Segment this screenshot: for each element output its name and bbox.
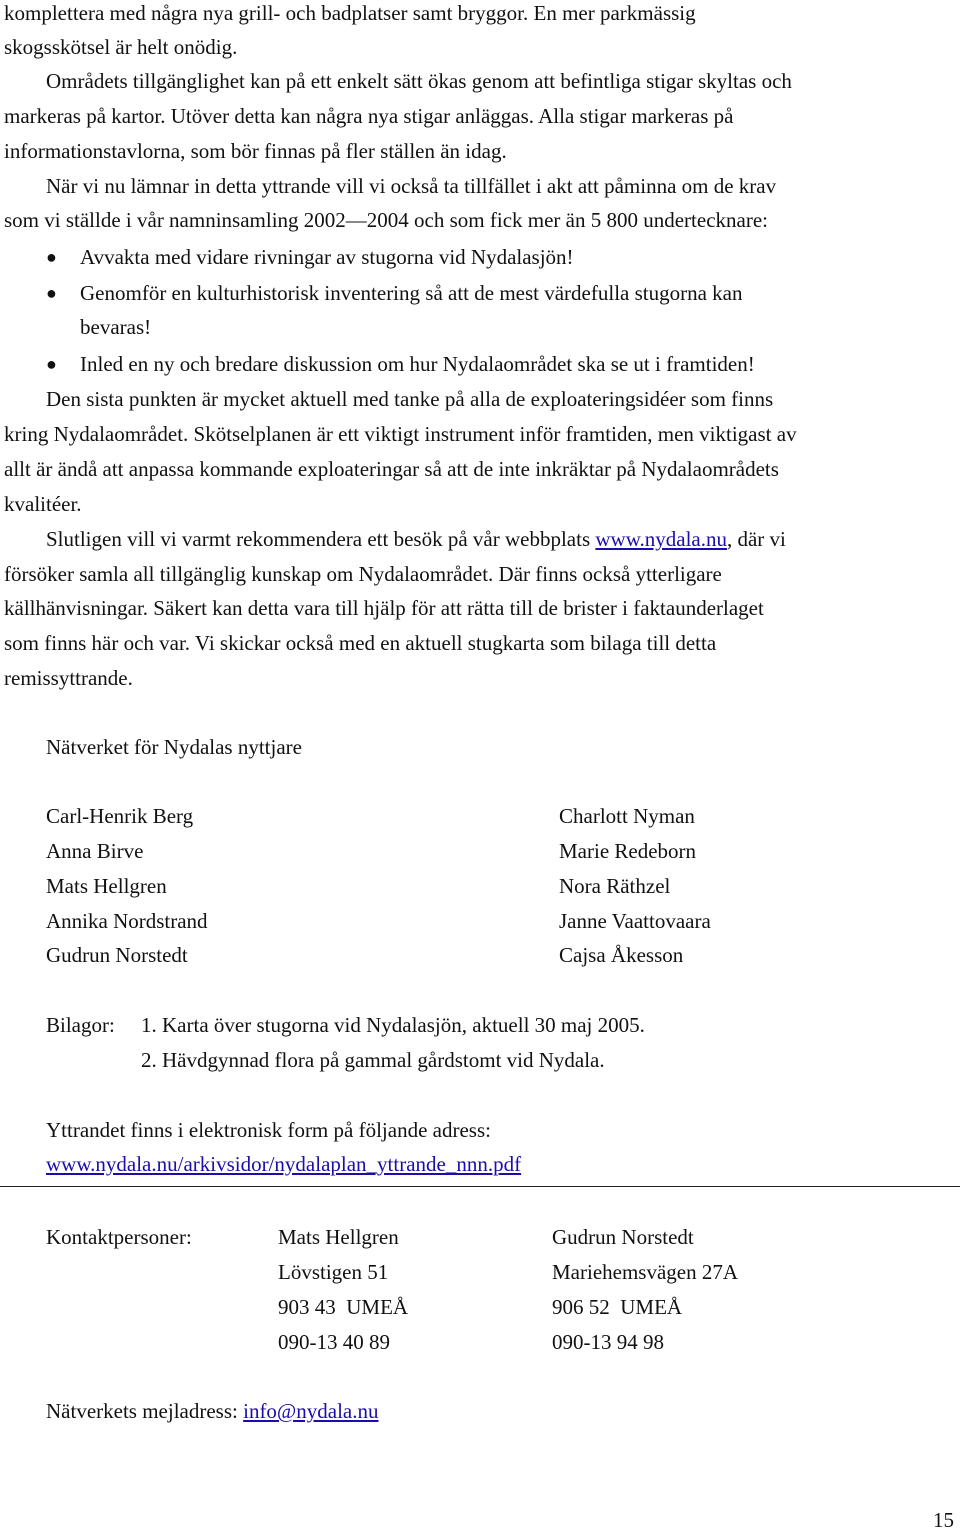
paragraph-line: Områdets tillgänglighet kan på ett enkelt sätt ökas genom att befintliga stigar skyltas och	[46, 69, 792, 93]
paragraph-line: När vi nu lämnar in detta yttrande vill vi också ta tillfället i akt att påminna om de krav	[46, 174, 777, 198]
contact-street: Lövstigen 51	[278, 1260, 389, 1284]
signatory-name: Gudrun Norstedt	[46, 943, 188, 967]
pdf-url[interactable]: www.nydala.nu/arkivsidor/nydalaplan_yttrande_nnn.pdf	[46, 1152, 522, 1176]
attachments-label: Bilagor:	[46, 1013, 115, 1037]
contacts-label: Kontaktpersoner:	[46, 1225, 192, 1249]
paragraph-line: markeras på kartor. Utöver detta kan några nya stigar anläggas. Alla stigar markeras på	[4, 104, 734, 128]
list-item-text: Avvakta med vidare rivningar av stugorna vid Nydalasjön!	[80, 245, 574, 269]
signatory-name: Carl-Henrik Berg	[46, 804, 194, 828]
signatory-name: Cajsa Åkesson	[559, 943, 684, 967]
list-item-continuation: bevaras!	[80, 315, 152, 339]
signatory-name: Mats Hellgren	[46, 874, 167, 898]
paragraph-line: som finns här och var. Vi skickar också med en aktuell stugkarta som bilaga till detta	[4, 631, 717, 655]
email-label: Nätverkets mejladress:	[46, 1399, 244, 1423]
email-link[interactable]: info@nydala.nu	[243, 1399, 379, 1423]
contact-street: Mariehemsvägen 27A	[552, 1260, 739, 1284]
horizontal-divider	[0, 1186, 960, 1187]
paragraph-text: Slutligen vill vi varmt rekommendera ett besök på vår webbplats	[46, 527, 596, 551]
paragraph-line: som vi ställde i vår namninsamling 2002—2004 och som fick mer än 5 800 undertecknare:	[4, 208, 768, 232]
website-link[interactable]: www.nydala.nu	[595, 527, 727, 551]
paragraph-text: , där vi	[726, 527, 786, 551]
attachment-item: 1. Karta över stugorna vid Nydalasjön, aktuell 30 maj 2005.	[141, 1013, 645, 1037]
paragraph-line: försöker samla all tillgänglig kunskap om Nydalaområdet. Där finns också ytterligare	[4, 562, 722, 586]
paragraph-line: komplettera med några nya grill- och badplatser samt bryggor. En mer parkmässig	[4, 1, 696, 25]
paragraph-line: Den sista punkten är mycket aktuell med tanke på alla de exploateringsidéer som finns	[46, 387, 774, 411]
bullet-icon: ●	[46, 247, 57, 267]
contact-name: Mats Hellgren	[278, 1225, 399, 1249]
signatory-name: Janne Vaattovaara	[559, 909, 711, 933]
paragraph-line: kring Nydalaområdet. Skötselplanen är ett viktigt instrument inför framtiden, men viktigast av	[4, 422, 797, 446]
contact-name: Gudrun Norstedt	[552, 1225, 694, 1249]
paragraph-line: informationstavlorna, som bör finnas på fler ställen än idag.	[4, 139, 507, 163]
page-number: 15	[933, 1508, 954, 1532]
signatory-name: Nora Räthzel	[559, 874, 671, 898]
paragraph-line: kvalitéer.	[4, 492, 82, 516]
list-item-text: Genomför en kulturhistorisk inventering så att de mest värdefulla stugorna kan	[80, 281, 743, 305]
paragraph-line: allt är ändå att anpassa kommande exploateringar så att de inte inkräktar på Nydalaområdets	[4, 457, 779, 481]
signatory-name: Charlott Nyman	[559, 804, 695, 828]
bullet-icon: ●	[46, 354, 57, 374]
signatory-name: Annika Nordstrand	[46, 909, 208, 933]
contact-phone: 090-13 40 89	[278, 1330, 390, 1354]
list-item-text: Inled en ny och bredare diskussion om hur Nydalaområdet ska se ut i framtiden!	[80, 352, 755, 376]
bullet-icon: ●	[46, 283, 57, 303]
electronic-form-text: Yttrandet finns i elektronisk form på följande adress:	[46, 1118, 491, 1142]
contact-phone: 090-13 94 98	[552, 1330, 664, 1354]
paragraph-line: skogsskötsel är helt onödig.	[4, 35, 238, 59]
paragraph-line: remissyttrande.	[4, 666, 133, 690]
paragraph-line	[46, 526, 786, 552]
paragraph-line: källhänvisningar. Säkert kan detta vara till hjälp för att rätta till de brister i faktaunderlaget	[4, 596, 764, 620]
organisation-name: Nätverket för Nydalas nyttjare	[46, 735, 302, 759]
contact-postal: 903 43 UMEÅ	[278, 1295, 409, 1319]
email-line	[46, 1398, 379, 1424]
contact-postal: 906 52 UMEÅ	[552, 1295, 683, 1319]
attachment-item: 2. Hävdgynnad flora på gammal gårdstomt vid Nydala.	[141, 1048, 605, 1072]
signatory-name: Anna Birve	[46, 839, 144, 863]
pdf-link[interactable]	[46, 1151, 521, 1177]
signatory-name: Marie Redeborn	[559, 839, 697, 863]
